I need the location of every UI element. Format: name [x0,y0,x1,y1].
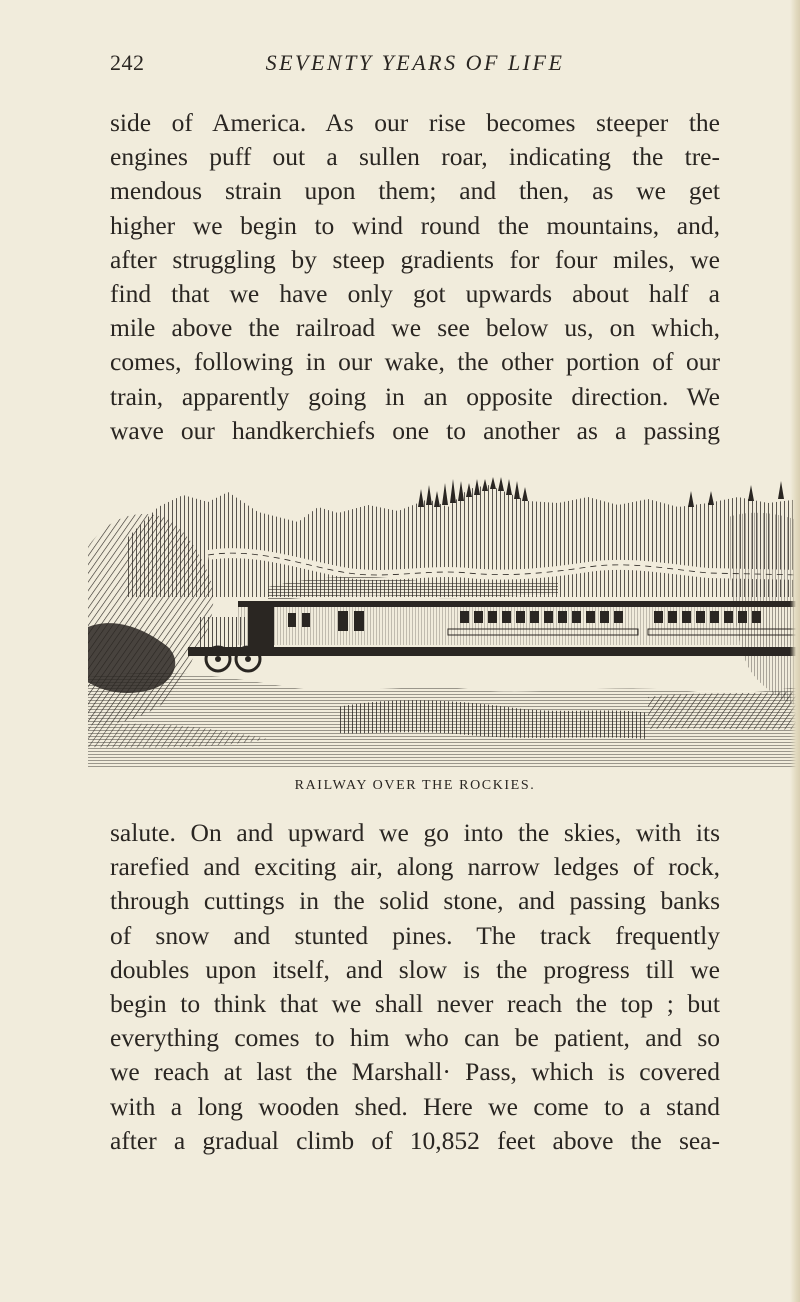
railway-engraving [88,477,800,767]
text-line: through cuttings in the solid stone, and passing banks [110,886,720,916]
text-line: side of America. As our rise becomes steeper the [110,108,720,137]
text-line: engines puff out a sullen roar, indicating the tre- [110,142,720,172]
text-line: with a long wooden shed. Here we come to a stand [110,1091,720,1121]
text-line: wave our handkerchiefs one to another as a passing [110,415,720,445]
text-line: higher we begin to wind round the mountains, and, [110,210,720,240]
text-line: we reach at last the Marshall· Pass, which is covered [110,1057,720,1087]
text-line: everything comes to him who can be patient, and so [110,1023,720,1053]
paragraph-1 [110,106,720,448]
text-line: mendous strain upon them; and then, as we get [110,176,720,206]
text-line: rarefied and exciting air, along narrow ledges of rock, [110,852,720,882]
text-line: comes, following in our wake, the other portion of our [110,347,720,377]
text-line: after struggling by steep gradients for four miles, we [110,244,720,274]
illustration-caption: RAILWAY OVER THE ROCKIES. [294,778,536,793]
running-title: SEVENTY YEARS OF LIFE [265,50,565,75]
text-line: of snow and stunted pines. The track frequently [110,920,720,950]
page-number: 242 [110,50,145,75]
text-line: mile above the railroad we see below us, on which, [110,313,720,343]
text-line: find that we have only got upwards about half a [110,278,720,308]
text-line: begin to think that we shall never reach the top ; but [110,988,720,1018]
text-line: after a gradual climb of 10,852 feet above the sea- [110,1125,720,1155]
paragraph-2 [110,816,720,1158]
running-head [110,50,720,80]
page-edge-shadow [790,0,800,1302]
text-line: salute. On and upward we go into the skies, with its [110,818,720,847]
text-line: doubles upon itself, and slow is the progress till we [110,954,720,984]
text-line: train, apparently going in an opposite direction. We [110,381,720,411]
